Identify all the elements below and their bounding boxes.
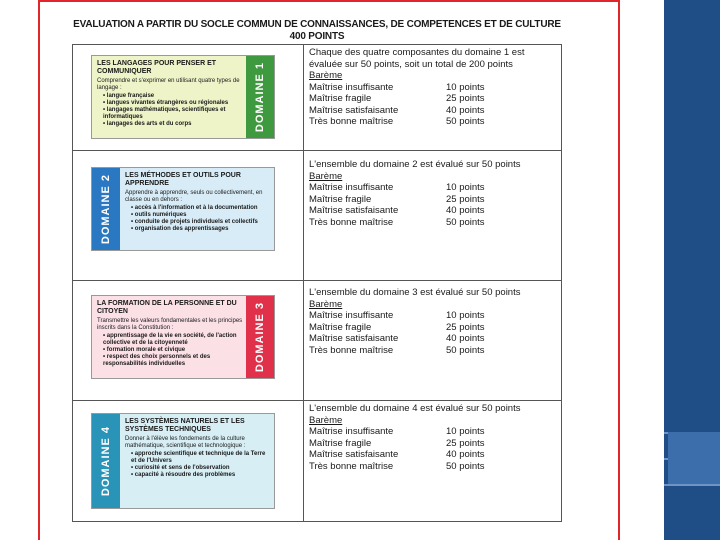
level-name: Très bonne maîtrise: [309, 116, 394, 127]
bareme-label: Barème: [309, 414, 343, 426]
title-line-1: EVALUATION A PARTIR DU SOCLE COMMUN DE CONNAISSANCES, DE COMPETENCES ET DE CULTURE: [73, 19, 561, 30]
level-points: 50 points: [446, 116, 485, 127]
bullet-item: • langues vivantes étrangères ou régionales: [103, 100, 243, 107]
domain-bullets: [125, 451, 271, 479]
level-name: Maîtrise fragile: [309, 193, 372, 205]
level-points: 10 points: [446, 426, 485, 437]
level-points: 50 points: [446, 216, 485, 228]
level-row: [309, 182, 557, 194]
level-row: [309, 105, 557, 117]
level-row: [309, 205, 557, 217]
level-points: 10 points: [446, 81, 485, 93]
level-name: Maîtrise satisfaisante: [309, 449, 399, 460]
domain-card-4: [91, 413, 275, 509]
bareme-label: Barème: [309, 170, 343, 182]
bullet-item: • organisation des apprentissages: [131, 226, 271, 233]
domain-strip: [246, 56, 274, 138]
level-row: [309, 116, 557, 128]
table-row-domain-2: [73, 151, 561, 281]
level-row: [309, 333, 557, 345]
domain-label: DOMAINE 3: [254, 301, 266, 373]
criteria-block-4: [309, 403, 557, 472]
level-name: Maîtrise satisfaisante: [309, 205, 399, 216]
criteria-block-3: [309, 287, 557, 356]
level-name: Maîtrise fragile: [309, 93, 372, 104]
level-row: [309, 310, 557, 322]
domain-title: LES MÉTHODES ET OUTILS POUR APPRENDRE: [125, 172, 241, 187]
domain-bullets: [97, 93, 243, 128]
level-points: 50 points: [446, 460, 485, 472]
criteria-intro: L'ensemble du domaine 2 est évalué sur 50 points: [309, 159, 521, 170]
domain-strip: [92, 168, 120, 250]
domain-intro: Comprendre et s'exprimer en utilisant quatre types de langage :: [97, 78, 240, 91]
sidebar-divider: [664, 484, 720, 486]
level-name: Maîtrise fragile: [309, 321, 372, 333]
bullet-item: • langages des arts et du corps: [103, 121, 243, 128]
bullet-item: • langue française: [103, 93, 243, 100]
domain-strip: [92, 414, 120, 508]
level-name: Maîtrise insuffisante: [309, 182, 394, 193]
level-points: 50 points: [446, 344, 485, 356]
table-row-domain-1: [73, 45, 561, 151]
level-row: [309, 194, 557, 206]
level-name: Très bonne maîtrise: [309, 460, 394, 472]
level-name: Maîtrise insuffisante: [309, 81, 394, 93]
bullet-item: • capacité à résoudre des problèmes: [131, 472, 271, 479]
bullet-item: • apprentissage de la vie en société, de l'action collective et de la citoyenneté: [103, 333, 243, 347]
domain-label: DOMAINE 2: [100, 173, 112, 245]
bullet-item: • outils numériques: [131, 212, 271, 219]
domain-title: LES LANGAGES POUR PENSER ET COMMUNIQUER: [97, 60, 217, 75]
criteria-block-1: [309, 47, 557, 128]
domain-card-body: [120, 414, 275, 508]
criteria-intro: L'ensemble du domaine 4 est évalué sur 50 points: [309, 403, 521, 414]
domain-intro: Donner à l'élève les fondements de la culture mathématique, scientifique et technologique :: [125, 436, 246, 449]
bullet-item: • langages mathématiques, scientifiques et informatiques: [103, 107, 243, 121]
level-name: Très bonne maîtrise: [309, 344, 394, 356]
table-row-domain-3: [73, 281, 561, 401]
level-row: [309, 461, 557, 473]
level-points: 10 points: [446, 182, 485, 193]
level-row: [309, 82, 557, 94]
criteria-intro: Chaque des quatre composantes du domaine 1 est évaluée sur 50 points, soit un total de 200 points: [309, 47, 525, 70]
criteria-block-2: [309, 159, 557, 228]
bullet-item: • respect des choix personnels et des responsabilités individuelles: [103, 354, 243, 368]
level-name: Très bonne maîtrise: [309, 216, 394, 228]
criteria-intro: L'ensemble du domaine 3 est évalué sur 50 points: [309, 287, 521, 298]
level-points: 40 points: [446, 333, 485, 344]
domain-card-body: [92, 296, 248, 378]
level-points: 25 points: [446, 93, 485, 104]
level-points: 25 points: [446, 193, 485, 205]
page-title: [72, 19, 562, 43]
level-name: Maîtrise satisfaisante: [309, 104, 399, 116]
domain-intro: Apprendre à apprendre, seuls ou collectivement, en classe ou en dehors :: [125, 190, 263, 203]
level-points: 25 points: [446, 321, 485, 333]
bareme-label: Barème: [309, 298, 343, 310]
level-name: Maîtrise satisfaisante: [309, 333, 399, 344]
domain-title: LES SYSTÈMES NATURELS ET LES SYSTÈMES TECHNIQUES: [125, 418, 245, 433]
level-row: [309, 217, 557, 229]
level-row: [309, 322, 557, 334]
level-name: Maîtrise insuffisante: [309, 310, 394, 321]
domain-label: DOMAINE 4: [100, 425, 112, 497]
level-points: 40 points: [446, 205, 485, 216]
bullet-item: • formation morale et civique: [103, 347, 243, 354]
level-points: 25 points: [446, 437, 485, 449]
level-row: [309, 438, 557, 450]
level-row: [309, 345, 557, 357]
bullet-item: • curiosité et sens de l'observation: [131, 465, 271, 472]
bullet-item: • approche scientifique et technique de la Terre et de l'Univers: [131, 451, 271, 465]
domain-card-3: [91, 295, 275, 379]
level-name: Maîtrise fragile: [309, 437, 372, 449]
domain-card-body: [120, 168, 275, 250]
bullet-item: • accès à l'information et à la documentation: [131, 205, 271, 212]
level-row: [309, 449, 557, 461]
level-points: 10 points: [446, 310, 485, 321]
table-row-domain-4: [73, 401, 561, 521]
title-line-2: 400 POINTS: [289, 31, 345, 42]
domain-card-body: [92, 56, 248, 138]
domain-bullets: [97, 333, 243, 368]
level-row: [309, 426, 557, 438]
domain-bullets: [125, 205, 271, 233]
domain-title: LA FORMATION DE LA PERSONNE ET DU CITOYEN: [97, 300, 237, 315]
domain-label: DOMAINE 1: [254, 61, 266, 133]
domain-strip: [246, 296, 274, 378]
level-name: Maîtrise insuffisante: [309, 426, 394, 437]
domain-card-2: [91, 167, 275, 251]
sidebar-accent-block: [668, 432, 720, 484]
level-points: 40 points: [446, 104, 485, 116]
level-row: [309, 93, 557, 105]
bareme-label: Barème: [309, 70, 343, 81]
level-points: 40 points: [446, 449, 485, 460]
domain-intro: Transmettre les valeurs fondamentales et les principes inscrits dans la Constitution :: [97, 318, 243, 331]
domain-card-1: [91, 55, 275, 139]
evaluation-table: [72, 44, 562, 522]
bullet-item: • conduite de projets individuels et collectifs: [131, 219, 271, 226]
